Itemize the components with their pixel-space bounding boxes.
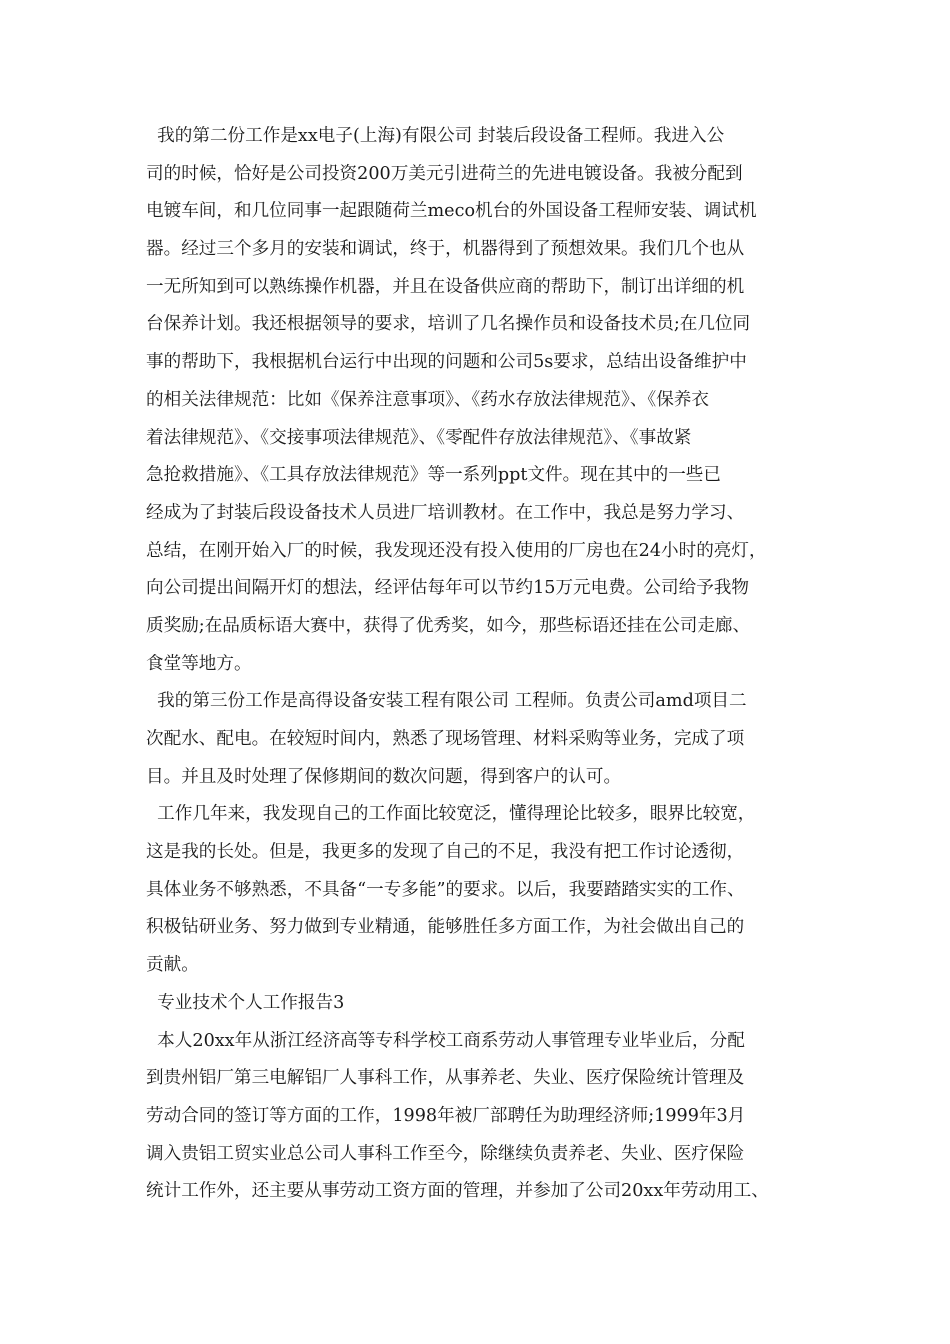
text-line: 司的时候，恰好是公司投资200万美元引进荷兰的先进电镀设备。我被分配到 — [146, 163, 743, 184]
text-line: 劳动合同的签订等方面的工作，1998年被厂部聘任为助理经济师;1999年3月 — [146, 1105, 746, 1126]
text-line: 台保养计划。我还根据领导的要求，培训了几名操作员和设备技术员;在几位同 — [146, 314, 751, 335]
text-line: 本人20xx年从浙江经济高等专科学校工商系劳动人事管理专业毕业后，分配 — [146, 1030, 745, 1051]
text-line: 事的帮助下，我根据机台运行中出现的问题和公司5s要求，总结出设备维护中 — [146, 352, 747, 373]
text-line: 积极钻研业务、努力做到专业精通，能够胜任多方面工作，为社会做出自己的 — [146, 917, 745, 938]
text-line: 专业技术个人工作报告3 — [146, 992, 345, 1013]
text-line: 的相关法律规范：比如《保养注意事项》、《药水存放法律规范》、《保养衣 — [146, 389, 709, 410]
text-line: 统计工作外，还主要从事劳动工资方面的管理，并参加了公司20xx年劳动用工、 — [146, 1181, 769, 1202]
text-line: 这是我的长处。但是，我更多的发现了自己的不足，我没有把工作讨论透彻， — [146, 842, 745, 863]
document-body — [146, 118, 826, 1211]
text-line: 急抢救措施》、《工具存放法律规范》等一系列ppt文件。现在其中的一些已 — [146, 465, 721, 486]
text-line: 食堂等地方。 — [146, 653, 252, 674]
text-line: 目。并且及时处理了保修期间的数次问题，得到客户的认可。 — [146, 766, 622, 787]
text-line: 一无所知到可以熟练操作机器，并且在设备供应商的帮助下，制订出详细的机 — [146, 276, 745, 297]
text-line: 贡献。 — [146, 955, 199, 976]
text-line: 经成为了封装后段设备技术人员进厂培训教材。在工作中，我总是努力学习、 — [146, 502, 745, 523]
text-line: 次配水、配电。在较短时间内，熟悉了现场管理、材料采购等业务，完成了项 — [146, 729, 745, 749]
text-line: 我的第三份工作是高得设备安装工程有限公司 工程师。负责公司amd项目二 — [146, 691, 747, 712]
text-line: 器。经过三个多月的安装和调试，终于，机器得到了预想效果。我们几个也从 — [146, 239, 745, 260]
text-line: 着法律规范》、《交接事项法律规范》、《零配件存放法律规范》、《事故紧 — [146, 427, 692, 448]
text-line: 总结，在刚开始入厂的时候，我发现还没有投入使用的厂房也在24小时的亮灯， — [146, 540, 767, 561]
text-line: 具体业务不够熟悉，不具备“一专多能”的要求。以后，我要踏踏实实的工作、 — [146, 879, 745, 900]
text-line: 电镀车间，和几位同事一起跟随荷兰meco机台的外国设备工程师安装、调试机 — [146, 201, 757, 222]
text-line: 调入贵铝工贸实业总公司人事科工作至今，除继续负责养老、失业、医疗保险 — [146, 1143, 745, 1164]
text-line: 向公司提出间隔开灯的想法，经评估每年可以节约15万元电费。公司给予我物 — [146, 578, 749, 599]
text-line: 质奖励;在品质标语大赛中，获得了优秀奖，如今，那些标语还挂在公司走廊、 — [146, 615, 751, 636]
text-line: 我的第二份工作是xx电子(上海)有限公司 封装后段设备工程师。我进入公 — [146, 126, 725, 146]
text-line: 到贵州铝厂第三电解铝厂人事科工作，从事养老、失业、医疗保险统计管理及 — [146, 1068, 745, 1089]
text-line: 工作几年来，我发现自己的工作面比较宽泛，懂得理论比较多，眼界比较宽， — [146, 804, 756, 825]
